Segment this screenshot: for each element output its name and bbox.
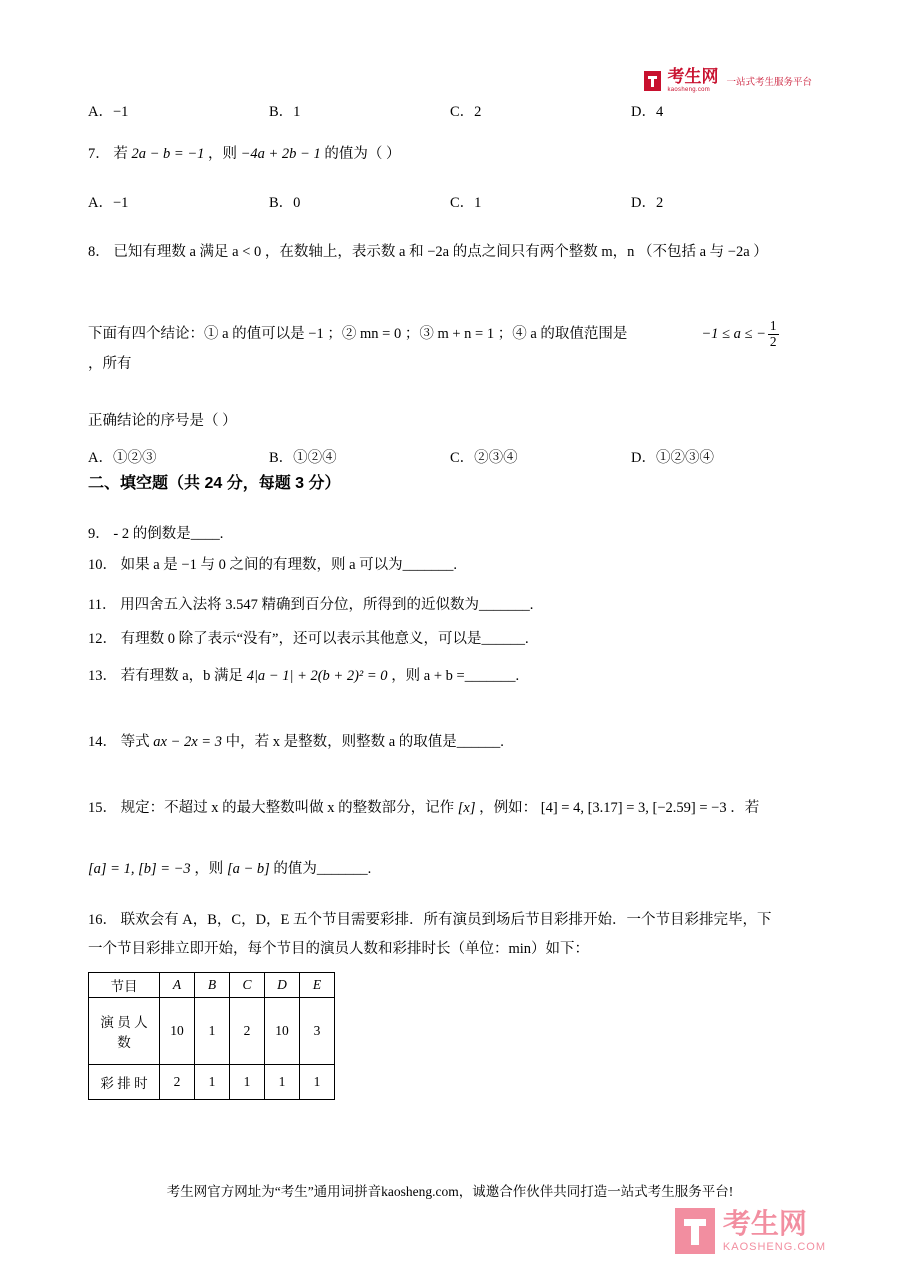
table-cell: 10 <box>160 998 195 1065</box>
question-13: 13． 若有理数 a，b 满足 4|a − 1| + 2(b + 2)² = 0 ，则 a + b =_______. <box>88 668 520 684</box>
q8-line-2: 下面有四个结论：① a 的值可以是 −1 ；② mn = 0 ；③ m + n = 1 ；④ a 的取值范围是 −1 ≤ a ≤ − $\frac{1}{2}$ ，所有 <box>88 319 812 379</box>
q15-expression-2: [4] = 4, [3.17] = 3, [−2.59] = −3 <box>540 800 727 816</box>
q6-option-c: C．2 <box>450 104 482 120</box>
logo-mark-icon <box>644 71 661 91</box>
q7-expression-2: −4a + 2b − 1 <box>240 146 321 162</box>
q7-option-b: B．0 <box>269 195 301 211</box>
question-16 <box>88 906 812 1100</box>
q15-expression-3: [a] = 1, [b] = −3 <box>88 861 191 877</box>
question-9 <box>88 520 812 549</box>
q8-option-c: C．②③④ <box>450 449 518 466</box>
table-cell: 1 <box>195 1065 230 1100</box>
question-8 <box>88 238 812 467</box>
q6-options-row <box>88 100 812 121</box>
q7-expression-1: 2a − b = −1 <box>131 146 205 162</box>
table-row-head: 演 员 人 数 <box>89 998 160 1065</box>
table-cell: 1 <box>195 998 230 1065</box>
section-2-title: 二、填空题（共 24 分，每题 3 分） <box>88 475 341 492</box>
q16-line-1: 16． 联欢会有 A，B，C，D，E 五个节目需要彩排．所有演员到场后节目彩排开始．一个节目彩排完毕，下 <box>88 912 772 928</box>
q8-number: 8． <box>88 244 110 260</box>
table-cell: C <box>230 973 265 998</box>
q15-line-1: 15． 规定：不超过 x 的最大整数叫做 x 的整数部分，记作 [x] ，例如： [4] = 4, [3.17] = 3, [−2.59] = −3 ．若 <box>88 800 760 816</box>
q8-range-expression: −1 ≤ a ≤ − $\frac{1}{2}$ <box>701 318 777 349</box>
q12-text: 有理数 0 除了表示“没有”，还可以表示其他意义，可以是______. <box>120 631 529 647</box>
q15-expression-4: [a − b] <box>226 861 270 877</box>
q6-option-d: D．4 <box>631 104 664 120</box>
q16-number: 16． <box>88 912 117 928</box>
q13-expression: 4|a − 1| + 2(b + 2)² = 0 <box>246 668 388 684</box>
footer-note: 考生网官方网址为“考生”通用词拼音kaosheng.com，诚邀合作伙伴共同打造一站式考生服务平台! <box>166 1184 734 1199</box>
table-cell: E <box>300 973 335 998</box>
table-row-head: 节目 <box>89 973 160 998</box>
table-row <box>89 973 335 998</box>
watermark-brand-en: KAOSHENG.COM <box>722 1240 826 1253</box>
table-cell: 1 <box>300 1065 335 1100</box>
q8-option-a: A．①②③ <box>88 449 157 466</box>
q15-number: 15． <box>88 800 117 816</box>
q7-option-d: D．2 <box>631 195 664 211</box>
table-cell: 3 <box>300 998 335 1065</box>
q13-number: 13． <box>88 668 117 684</box>
q15-line-2: [a] = 1, [b] = −3 ，则 [a − b] 的值为_______. <box>88 861 372 877</box>
q7-option-a: A．−1 <box>88 195 129 211</box>
table-cell: 1 <box>230 1065 265 1100</box>
table-cell: 2 <box>160 1065 195 1100</box>
question-15 <box>88 794 812 884</box>
q8-line-1: 8． 已知有理数 a 满足 a < 0 ，在数轴上，表示数 a 和 −2a 的点之间只有两个整数 m，n （不包括 a 与 −2a ） <box>88 244 768 260</box>
q9-number: 9． <box>88 526 110 542</box>
q6-option-a: A．−1 <box>88 104 129 120</box>
watermark-mark-icon <box>675 1208 715 1254</box>
q14-number: 14． <box>88 734 117 750</box>
q14-expression: ax − 2x = 3 <box>153 734 222 750</box>
kaosheng-logo <box>644 68 812 93</box>
table-cell: D <box>265 973 300 998</box>
q8-option-b: B．①②④ <box>269 449 337 466</box>
q8-line-3: 正确结论的序号是（ ） <box>88 412 237 429</box>
q8-option-d: D．①②③④ <box>631 449 714 466</box>
q10-text: 如果 a 是 −1 与 0 之间的有理数，则 a 可以为_______. <box>120 557 458 573</box>
q11-number: 11． <box>88 597 117 613</box>
question-11 <box>88 591 812 620</box>
q7-number: 7． <box>88 146 110 162</box>
logo-brand-cn: 考生网 <box>667 67 719 86</box>
watermark-brand-cn: 考生网 <box>722 1207 807 1239</box>
table-cell: 1 <box>265 1065 300 1100</box>
q6-option-b: B．1 <box>269 104 301 120</box>
q7-options-row <box>88 191 812 212</box>
q11-text: 用四舍五入法将 3.547 精确到百分位，所得到的近似数为_______. <box>120 597 534 613</box>
table-row-head: 彩 排 时 <box>89 1065 160 1100</box>
table-cell: B <box>195 973 230 998</box>
question-10 <box>88 551 812 580</box>
table-row <box>89 998 335 1065</box>
logo-wordmark <box>667 68 718 93</box>
logo-slogan: 一站式考生服务平台 <box>726 76 812 88</box>
question-7 <box>88 140 812 212</box>
q7-option-c: C．1 <box>450 195 482 211</box>
q7-stem: 7． 若 2a − b = −1 ，则 −4a + 2b − 1 的值为（ ） <box>88 146 401 162</box>
q12-number: 12． <box>88 631 117 647</box>
question-12 <box>88 625 812 654</box>
q16-line-2: 一个节目彩排立即开始，每个节目的演员人数和彩排时长（单位：min）如下： <box>88 941 590 957</box>
rehearsal-table <box>88 972 335 1100</box>
page-watermark <box>675 1208 826 1254</box>
table-row <box>89 1065 335 1100</box>
q8-options-row <box>88 446 812 467</box>
q10-number: 10． <box>88 557 117 573</box>
table-cell: A <box>160 973 195 998</box>
q9-text: - 2 的倒数是____. <box>113 526 224 542</box>
table-cell: 2 <box>230 998 265 1065</box>
q15-expression-1: [x] <box>457 800 476 816</box>
question-14: 14． 等式 ax − 2x = 3 中，若 x 是整数，则整数 a 的取值是______. <box>88 734 504 750</box>
q8-fraction: $\frac{1}{2}$ <box>769 318 777 349</box>
logo-brand-en: kaosheng.com <box>667 87 711 93</box>
table-cell: 10 <box>265 998 300 1065</box>
